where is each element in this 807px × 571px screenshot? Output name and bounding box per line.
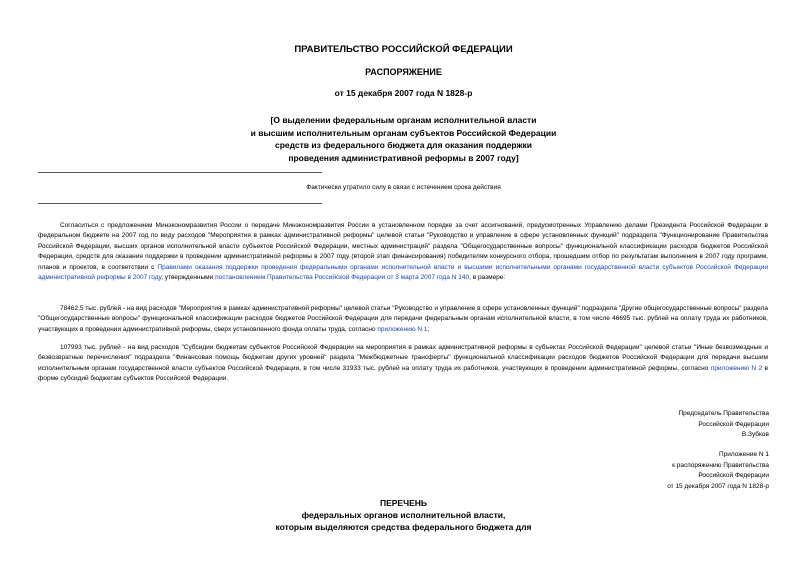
appendix-number: Приложение N 1 xyxy=(718,451,769,458)
signature-country: Российской Федерации xyxy=(698,420,769,428)
paragraph-main xyxy=(38,221,768,283)
appendix-header xyxy=(667,450,769,492)
paragraph-text: , утвержденными xyxy=(161,274,216,282)
divider-top xyxy=(38,172,322,173)
status-note: Фактически утратило силу в связи с истечением срока действия xyxy=(306,184,501,191)
rules-link[interactable]: Правилами оказания поддержки проведения федеральными органами исполнительной власти и высшими исполнительными органами государственной власти субъектов Российской Федерации административной реформы в 2007 году xyxy=(38,263,769,282)
appendix-country: Российской Федерации xyxy=(698,472,769,479)
paragraph-text: 107993 тыс. рублей - на вид расходов "Субсидии бюджетам субъектов Российской Федерации на мероприятия в рамках административной реформы в субъектах Российской Федерации" целевой статьи "Иные безвозмездные и безвозвратные перечисления" подраздела "Финансовая помощь бюджетам других уровней" раздела "Межбюджетные трансферты" функциональной классификации расходов бюджетов Российской Федерации для передачи высшим исполнительным органам государственной власти субъектов Российской Федерации, в том числе 31933 тыс. рублей на оплату труда их работников, участвующих в проведении административной реформы, согласно xyxy=(38,344,768,372)
title-line: проведения административной реформы в 2007 году] xyxy=(288,152,519,163)
appendix-ref: к распоряжению Правительства xyxy=(672,461,769,469)
paragraph-text: в форме субсидий бюджетам субъектов Российской Федерации. xyxy=(38,364,769,383)
signature-position: Председатель Правительства xyxy=(678,410,769,417)
appendix-1-link[interactable]: приложению N 1 xyxy=(377,325,428,333)
signature-block xyxy=(678,409,769,441)
paragraph-text: Согласиться с предложением Минэкономразвития России о передаче Минэкономразвития России в установленном порядке за счет ассигнований, предусмотренных Управлению делами Президента Российской Федерации в федеральном бюджете на 2007 год по виду расходов "Мероприятия в рамках административной реформы" целевой статьи "Руководство и управление в сфере установленных функций" подраздела "Функционирование Правительства Российской Федерации, высших органов исполнительной власти субъектов Российской Федерации, местных администраций" раздела "Общегосударственные вопросы" функциональной классификации расходов бюджетов Российской Федерации, средств для оказания поддержки в проведении административной реформы в 2007 году (второй этап финансирования) победителям конкурсного отбора, прошедшим отбор по результатам выполнения в 2007 году программ, планов и проектов, в соответствии с xyxy=(38,222,768,271)
document-title xyxy=(0,114,807,164)
title-line: средств из федерального бюджета для оказания поддержки xyxy=(274,140,533,150)
perechen-title: ПЕРЕЧЕНЬ xyxy=(379,498,427,508)
divider-bottom xyxy=(38,203,322,204)
appendix-2-link[interactable]: приложению N 2 xyxy=(710,364,763,372)
resolution-link[interactable]: постановлением Правительства Российской Федерации от 3 марта 2007 года N 140 xyxy=(215,274,470,282)
appendix-date: от 15 декабря 2007 года N 1828-р xyxy=(667,482,769,490)
paragraph-text: , в размере: xyxy=(469,274,506,282)
document-type: РАСПОРЯЖЕНИЕ xyxy=(365,67,442,77)
signature-name: В.Зубков xyxy=(741,431,769,438)
perechen-line: федеральных органов исполнительной власти, xyxy=(301,510,506,521)
paragraph-text: ; xyxy=(427,325,430,333)
paragraph-regional xyxy=(38,343,768,385)
government-heading: ПРАВИТЕЛЬСТВО РОССИЙСКОЙ ФЕДЕРАЦИИ xyxy=(294,44,513,55)
title-line: [О выделении федеральным органам исполнительной власти xyxy=(270,115,537,125)
perechen-line: которым выделяются средства федерального бюджета для xyxy=(275,522,532,533)
paragraph-text: 78462,5 тыс. рублей - на вид расходов "Мероприятия в рамках административной реформы" целевой статьи "Руководство и управление в сфере установленных функций" подраздела "Другие общегосударственные вопросы" раздела "Общегосударственные вопросы" функциональной классификации расходов бюджетов Российской Федерации для передачи федеральным органам исполнительной власти, в том числе 46695 тыс. рублей на оплату труда их работников, участвующих в проведении административной реформы, сверх установленного фонда оплаты труда, согласно xyxy=(38,305,768,333)
title-line: и высшим исполнительным органам субъектов Российской Федерации xyxy=(250,127,557,138)
perechen-block xyxy=(0,497,807,534)
document-date-number: от 15 декабря 2007 года N 1828-р xyxy=(334,88,473,98)
paragraph-federal xyxy=(38,304,768,335)
